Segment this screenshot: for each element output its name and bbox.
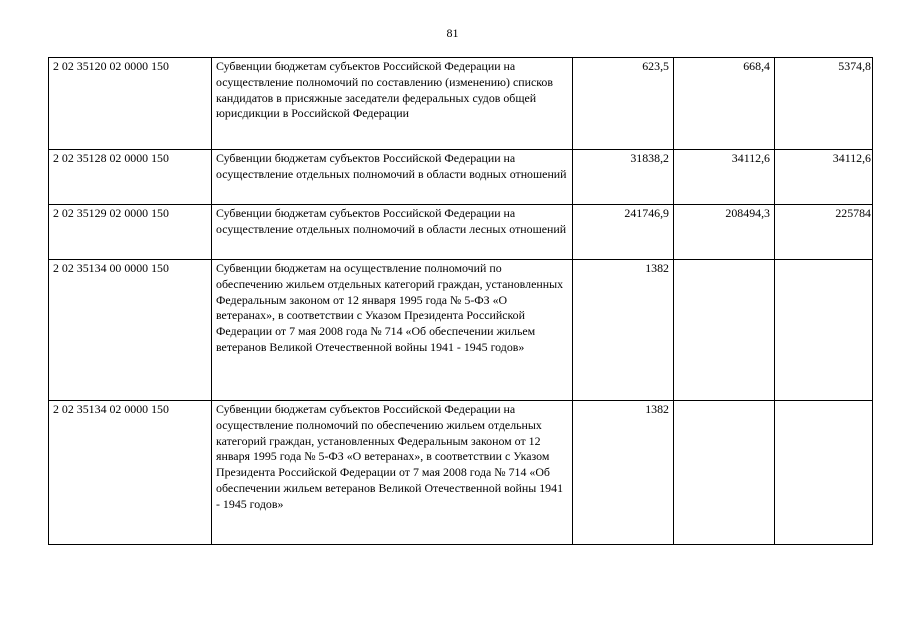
table-row (49, 58, 873, 150)
amount-year-1: 623,5 (573, 58, 674, 150)
amount-year-3 (775, 401, 873, 545)
budget-code: 2 02 35128 02 0000 150 (49, 150, 212, 205)
budget-code: 2 02 35134 00 0000 150 (49, 260, 212, 401)
budget-description: Субвенции бюджетам субъектов Российской Федерации на осуществление полномочий по составлению (изменению) списков кандидатов в присяжные заседатели федеральных судов общей юрисдикции в Российской Федерации (212, 58, 573, 150)
amount-year-2 (674, 401, 775, 545)
table-row (49, 401, 873, 545)
budget-code: 2 02 35129 02 0000 150 (49, 205, 212, 260)
amount-year-2: 208494,3 (674, 205, 775, 260)
amount-year-3: 5374,8 (775, 58, 873, 150)
budget-description: Субвенции бюджетам субъектов Российской Федерации на осуществление отдельных полномочий в области лесных отношений (212, 205, 573, 260)
budget-code: 2 02 35120 02 0000 150 (49, 58, 212, 150)
table-row (49, 260, 873, 401)
amount-year-1: 1382 (573, 260, 674, 401)
amount-year-2 (674, 260, 775, 401)
amount-year-1: 241746,9 (573, 205, 674, 260)
amount-year-1: 1382 (573, 401, 674, 545)
amount-year-3 (775, 260, 873, 401)
budget-code: 2 02 35134 02 0000 150 (49, 401, 212, 545)
table-row (49, 205, 873, 260)
table-row (49, 150, 873, 205)
page-number: 81 (446, 26, 459, 40)
budget-description: Субвенции бюджетам субъектов Российской Федерации на осуществление отдельных полномочий в области водных отношений (212, 150, 573, 205)
amount-year-2: 34112,6 (674, 150, 775, 205)
amount-year-3: 225784 (775, 205, 873, 260)
budget-table (48, 57, 873, 545)
amount-year-1: 31838,2 (573, 150, 674, 205)
amount-year-2: 668,4 (674, 58, 775, 150)
budget-description: Субвенции бюджетам субъектов Российской Федерации на осуществление полномочий по обеспечению жильем отдельных категорий граждан, установленных Федеральным законом от 12 января 1995 года № 5-ФЗ «О ветеранах», в соответствии с Указом Президента Российской Федерации от 7 мая 2008 года № 714 «Об обеспечении жильем ветеранов Великой Отечественной войны 1941 - 1945 годов» (212, 401, 573, 545)
budget-description: Субвенции бюджетам на осуществление полномочий по обеспечению жильем отдельных категорий граждан, установленных Федеральным законом от 12 января 1995 года № 5-ФЗ «О ветеранах», в соответствии с Указом Президента Российской Федерации от 7 мая 2008 года № 714 «Об обеспечении жильем ветеранов Великой Отечественной войны 1941 - 1945 годов» (212, 260, 573, 401)
amount-year-3: 34112,6 (775, 150, 873, 205)
